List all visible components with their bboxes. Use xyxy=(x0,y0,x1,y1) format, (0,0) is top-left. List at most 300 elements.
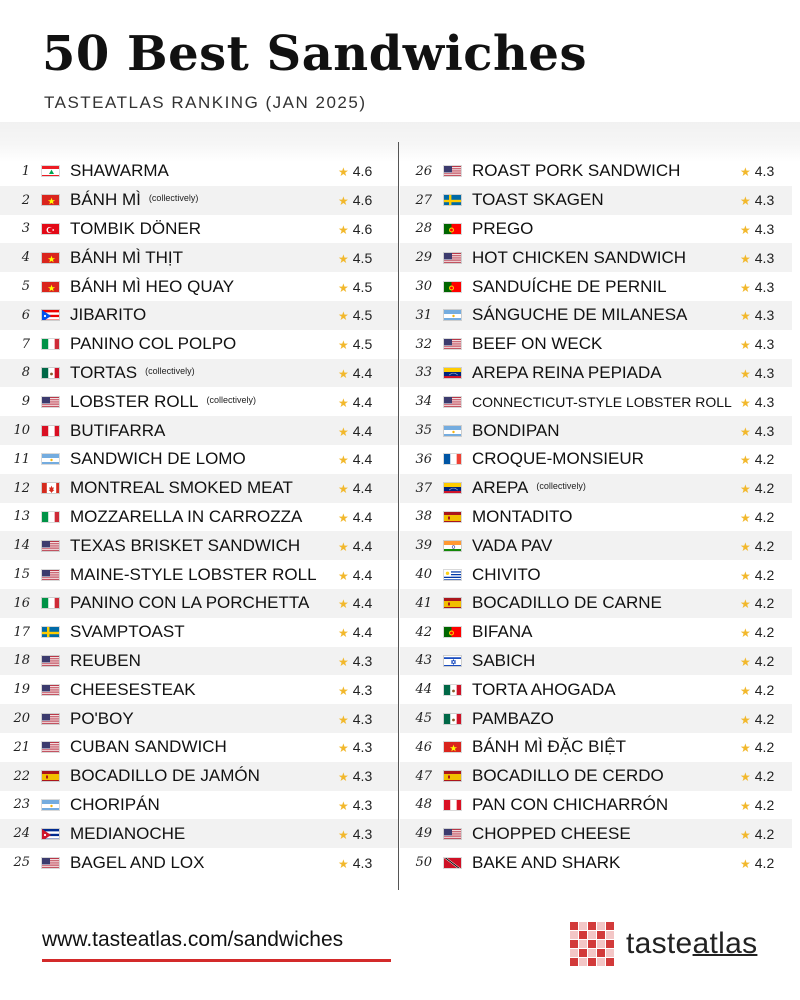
sandwich-name-text: BOCADILLO DE CARNE xyxy=(472,593,662,613)
rating-value: 4.2 xyxy=(754,739,775,756)
rating-value: 4.2 xyxy=(754,854,775,871)
star-icon: ★ xyxy=(338,856,349,871)
star-icon: ★ xyxy=(740,626,751,641)
footer-url-link[interactable]: www.tasteatlas.com/sandwiches xyxy=(42,928,344,951)
rating-value: 4.4 xyxy=(352,508,373,525)
rating-value: 4.2 xyxy=(754,624,775,641)
sandwich-name-text: BÁNH MÌ HEO QUAY xyxy=(70,276,235,296)
spain-flag-icon xyxy=(443,511,462,523)
italy-flag-icon xyxy=(41,511,60,523)
rank-number: 37 xyxy=(415,480,432,496)
ranking-row xyxy=(400,243,792,272)
rating xyxy=(740,279,788,295)
uruguay-flag-icon xyxy=(443,569,462,581)
rank-number: 28 xyxy=(415,221,432,237)
sandwich-name xyxy=(472,824,740,844)
rank-number: 45 xyxy=(415,711,432,727)
star-icon: ★ xyxy=(338,798,349,813)
ranking-row xyxy=(400,704,792,733)
trinidad-and-tobago-flag-icon xyxy=(443,857,462,869)
spain-flag-icon xyxy=(443,597,462,609)
sweden-flag-icon xyxy=(443,194,462,206)
sandwich-name xyxy=(472,478,740,498)
sandwich-name xyxy=(472,709,740,729)
sandwich-name-text: BOCADILLO DE CERDO xyxy=(472,766,664,786)
venezuela-flag-icon xyxy=(443,482,462,494)
star-icon: ★ xyxy=(338,539,349,554)
rating xyxy=(338,394,386,410)
rating-value: 4.2 xyxy=(754,825,775,842)
sandwich-name xyxy=(472,305,740,325)
sandwich-name-text: SANDUÍCHE DE PERNIL xyxy=(472,276,667,296)
star-icon: ★ xyxy=(338,741,349,756)
star-icon: ★ xyxy=(338,366,349,381)
page-title: 50 Best Sandwiches xyxy=(42,26,587,82)
rating xyxy=(338,279,386,295)
ranking-row xyxy=(0,675,398,704)
ranking-row xyxy=(400,445,792,474)
collectively-note: (collectively) xyxy=(148,193,199,204)
rank-number: 16 xyxy=(13,595,30,611)
rank-number: 31 xyxy=(415,307,432,323)
ranking-table xyxy=(0,122,800,900)
usa-flag-icon xyxy=(41,741,60,753)
france-flag-icon xyxy=(443,453,462,465)
rating xyxy=(740,567,788,583)
sandwich-name xyxy=(70,853,338,873)
ranking-row xyxy=(400,330,792,359)
logo-cell xyxy=(597,922,605,930)
sandwich-name-text: JIBARITO xyxy=(70,305,147,325)
collectively-note: (collectively) xyxy=(145,365,195,376)
ranking-row xyxy=(0,704,398,733)
star-icon: ★ xyxy=(338,194,349,209)
rank-number: 13 xyxy=(13,509,30,525)
logo-cell xyxy=(588,949,596,957)
star-icon: ★ xyxy=(338,683,349,698)
rating xyxy=(740,653,788,669)
rank-number: 36 xyxy=(415,451,432,467)
rank-number: 34 xyxy=(415,394,432,410)
sandwich-name-text: CONNECTICUT-STYLE LOBSTER ROLL xyxy=(472,393,732,410)
vietnam-flag-icon xyxy=(443,741,462,753)
rank-number: 14 xyxy=(13,538,30,554)
rank-number: 38 xyxy=(415,509,432,525)
ranking-row xyxy=(0,791,398,820)
rank-number: 10 xyxy=(13,423,30,439)
ranking-row xyxy=(400,272,792,301)
ranking-row xyxy=(400,359,792,388)
star-icon: ★ xyxy=(740,741,751,756)
rank-number: 42 xyxy=(415,624,432,640)
sandwich-name xyxy=(472,334,740,354)
logo-cell xyxy=(606,922,614,930)
sandwich-name-text: REUBEN xyxy=(70,650,141,670)
logo-cell xyxy=(588,922,596,930)
star-icon: ★ xyxy=(740,654,751,669)
sandwich-name xyxy=(70,219,338,239)
ranking-row xyxy=(0,416,398,445)
rank-number: 2 xyxy=(21,192,30,208)
rating xyxy=(338,336,386,352)
sandwich-name xyxy=(70,593,338,613)
rating xyxy=(740,826,788,842)
ranking-row xyxy=(0,560,398,589)
rating-value: 4.3 xyxy=(754,422,775,439)
rank-number: 33 xyxy=(415,365,432,381)
logo-cell xyxy=(606,931,614,939)
star-icon: ★ xyxy=(338,597,349,612)
puerto-rico-flag-icon xyxy=(41,309,60,321)
rating-value: 4.2 xyxy=(754,681,775,698)
rank-number: 26 xyxy=(415,163,432,179)
footer-underline xyxy=(42,959,391,962)
rank-number: 35 xyxy=(415,423,432,439)
sandwich-name xyxy=(70,565,338,585)
sandwich-name-text: AREPA REINA PEPIADA xyxy=(472,362,662,382)
ranking-row xyxy=(400,560,792,589)
sandwich-name xyxy=(70,305,338,325)
star-icon: ★ xyxy=(740,222,751,237)
sandwich-name-text: SÁNGUCHE DE MILANESA xyxy=(472,305,688,325)
rank-number: 41 xyxy=(415,595,432,611)
ranking-row xyxy=(400,186,792,215)
sandwich-name-text: BAKE AND SHARK xyxy=(472,852,621,872)
rank-number: 1 xyxy=(21,163,30,179)
usa-flag-icon xyxy=(443,165,462,177)
rating xyxy=(338,423,386,439)
star-icon: ★ xyxy=(338,309,349,324)
sweden-flag-icon xyxy=(41,626,60,638)
rating-value: 4.4 xyxy=(352,422,373,439)
lebanon-flag-icon xyxy=(41,165,60,177)
rating xyxy=(740,451,788,467)
rating-value: 4.2 xyxy=(754,710,775,727)
rank-number: 9 xyxy=(21,394,30,410)
sandwich-name-text: MONTADITO xyxy=(472,506,573,526)
ranking-row xyxy=(0,359,398,388)
rating-value: 4.4 xyxy=(352,393,373,410)
rating-value: 4.2 xyxy=(754,796,775,813)
rank-number: 6 xyxy=(21,307,30,323)
ranking-row xyxy=(400,762,792,791)
portugal-flag-icon xyxy=(443,281,462,293)
sandwich-name xyxy=(472,536,740,556)
rating xyxy=(740,739,788,755)
usa-flag-icon xyxy=(41,396,60,408)
rank-number: 12 xyxy=(13,480,30,496)
logo-cell xyxy=(579,949,587,957)
sandwich-name-text: SVAMPTOAST xyxy=(70,622,185,642)
logo-word-atlas: atlas xyxy=(692,927,758,960)
sandwich-name-text: MOZZARELLA IN CARROZZA xyxy=(70,506,303,526)
usa-flag-icon xyxy=(443,252,462,264)
sandwich-name-text: PANINO COL POLPO xyxy=(70,334,237,354)
star-icon: ★ xyxy=(740,510,751,525)
rank-number: 46 xyxy=(415,739,432,755)
sandwich-name-text: TOMBIK DÖNER xyxy=(70,218,201,238)
usa-flag-icon xyxy=(41,540,60,552)
star-icon: ★ xyxy=(338,712,349,727)
ranking-row xyxy=(400,301,792,330)
star-icon: ★ xyxy=(740,798,751,813)
star-icon: ★ xyxy=(740,338,751,353)
ranking-row xyxy=(400,848,792,877)
rating-value: 4.4 xyxy=(352,624,373,641)
rank-number: 24 xyxy=(13,826,30,842)
ranking-row xyxy=(400,531,792,560)
rating-value: 4.2 xyxy=(754,451,775,468)
rating xyxy=(338,192,386,208)
sandwich-name-text: SHAWARMA xyxy=(70,161,169,181)
star-icon: ★ xyxy=(740,856,751,871)
argentina-flag-icon xyxy=(443,309,462,321)
sandwich-name xyxy=(70,709,338,729)
rating xyxy=(740,711,788,727)
rating xyxy=(740,250,788,266)
peru-flag-icon xyxy=(443,799,462,811)
usa-flag-icon xyxy=(443,396,462,408)
venezuela-flag-icon xyxy=(443,367,462,379)
rating-value: 4.3 xyxy=(352,652,373,669)
logo-grid-icon xyxy=(570,922,614,966)
rating xyxy=(338,768,386,784)
logo-cell xyxy=(570,940,578,948)
rating-value: 4.3 xyxy=(754,163,775,180)
usa-flag-icon xyxy=(41,569,60,581)
sandwich-name xyxy=(70,363,338,383)
rating xyxy=(740,336,788,352)
logo-cell xyxy=(606,940,614,948)
ranking-row xyxy=(400,387,792,416)
usa-flag-icon xyxy=(41,684,60,696)
ranking-row xyxy=(0,301,398,330)
rank-number: 3 xyxy=(21,221,30,237)
rating xyxy=(740,768,788,784)
logo-cell xyxy=(588,958,596,966)
sandwich-name-text: BÁNH MÌ xyxy=(70,190,141,210)
ranking-row xyxy=(400,733,792,762)
rating xyxy=(338,567,386,583)
rank-number: 23 xyxy=(13,797,30,813)
ranking-row xyxy=(400,618,792,647)
rating-value: 4.3 xyxy=(754,364,775,381)
star-icon: ★ xyxy=(740,165,751,180)
rating xyxy=(740,423,788,439)
vietnam-flag-icon xyxy=(41,281,60,293)
ranking-row xyxy=(400,675,792,704)
ranking-row xyxy=(0,589,398,618)
star-icon: ★ xyxy=(740,453,751,468)
sandwich-name xyxy=(472,363,740,383)
sandwich-name-text: SABICH xyxy=(472,650,536,670)
rank-number: 32 xyxy=(415,336,432,352)
ranking-row xyxy=(400,474,792,503)
sandwich-name xyxy=(472,853,740,873)
sandwich-name-text: LOBSTER ROLL xyxy=(70,391,199,411)
star-icon: ★ xyxy=(338,770,349,785)
ranking-column-left xyxy=(0,157,398,877)
sandwich-name xyxy=(70,334,338,354)
rank-number: 8 xyxy=(21,365,30,381)
tasteatlas-logo xyxy=(570,922,757,966)
sandwich-name xyxy=(70,795,338,815)
sandwich-name-text: BONDIPAN xyxy=(472,420,560,440)
sandwich-name xyxy=(472,622,740,642)
rank-number: 25 xyxy=(13,855,30,871)
rating-value: 4.2 xyxy=(754,508,775,525)
ranking-row xyxy=(400,589,792,618)
sandwich-name xyxy=(472,219,740,239)
logo-cell xyxy=(579,958,587,966)
rating xyxy=(338,682,386,698)
ranking-row xyxy=(0,503,398,532)
rating-value: 4.6 xyxy=(352,192,373,209)
rating xyxy=(740,163,788,179)
mexico-flag-icon xyxy=(443,684,462,696)
rank-number: 27 xyxy=(415,192,432,208)
logo-cell xyxy=(597,931,605,939)
sandwich-name xyxy=(70,737,338,757)
rating xyxy=(740,192,788,208)
star-icon: ★ xyxy=(740,683,751,698)
rating xyxy=(740,509,788,525)
rank-number: 47 xyxy=(415,768,432,784)
rating-value: 4.2 xyxy=(754,768,775,785)
rating-value: 4.2 xyxy=(754,537,775,554)
rating xyxy=(338,509,386,525)
ranking-row xyxy=(0,733,398,762)
ranking-row xyxy=(0,387,398,416)
italy-flag-icon xyxy=(41,338,60,350)
sandwich-name xyxy=(472,394,740,410)
sandwich-name xyxy=(70,449,338,469)
sandwich-name xyxy=(472,651,740,671)
sandwich-name xyxy=(472,593,740,613)
rating xyxy=(338,739,386,755)
ranking-row xyxy=(0,330,398,359)
ranking-column-right xyxy=(400,157,792,877)
peru-flag-icon xyxy=(41,425,60,437)
star-icon: ★ xyxy=(338,165,349,180)
logo-cell xyxy=(606,949,614,957)
sandwich-name-text: BÁNH MÌ THỊT xyxy=(70,247,184,267)
rating xyxy=(338,163,386,179)
star-icon: ★ xyxy=(740,482,751,497)
sandwich-name xyxy=(70,277,338,297)
rating-value: 4.3 xyxy=(754,192,775,209)
ranking-row xyxy=(400,215,792,244)
rating xyxy=(740,538,788,554)
sandwich-name xyxy=(70,651,338,671)
ranking-row xyxy=(0,762,398,791)
sandwich-name-text: CHEESESTEAK xyxy=(70,679,196,699)
sandwich-name xyxy=(70,536,338,556)
rating-value: 4.3 xyxy=(352,768,373,785)
star-icon: ★ xyxy=(740,194,751,209)
rating xyxy=(338,451,386,467)
star-icon: ★ xyxy=(338,654,349,669)
portugal-flag-icon xyxy=(443,223,462,235)
rank-number: 48 xyxy=(415,797,432,813)
sandwich-name-text: SANDWICH DE LOMO xyxy=(70,449,246,469)
rank-number: 17 xyxy=(13,624,30,640)
india-flag-icon xyxy=(443,540,462,552)
sandwich-name xyxy=(472,795,740,815)
rating-value: 4.3 xyxy=(352,825,373,842)
star-icon: ★ xyxy=(740,539,751,554)
sandwich-name-text: TOAST SKAGEN xyxy=(472,190,604,210)
sandwich-name xyxy=(70,824,338,844)
sandwich-name xyxy=(70,190,338,210)
rating-value: 4.4 xyxy=(352,364,373,381)
logo-cell xyxy=(588,940,596,948)
star-icon: ★ xyxy=(338,510,349,525)
sandwich-name-text: PO'BOY xyxy=(70,708,134,728)
rating-value: 4.4 xyxy=(352,566,373,583)
ranking-row xyxy=(0,186,398,215)
rank-number: 30 xyxy=(415,279,432,295)
logo-cell xyxy=(570,949,578,957)
sandwich-name-text: TEXAS BRISKET SANDWICH xyxy=(70,535,301,555)
rating-value: 4.4 xyxy=(352,451,373,468)
star-icon: ★ xyxy=(338,827,349,842)
sandwich-name xyxy=(472,190,740,210)
usa-flag-icon xyxy=(41,713,60,725)
logo-cell xyxy=(579,940,587,948)
sandwich-name xyxy=(70,622,338,642)
ranking-row xyxy=(0,531,398,560)
rating-value: 4.6 xyxy=(352,163,373,180)
rank-number: 11 xyxy=(13,451,30,467)
rating-value: 4.5 xyxy=(352,249,373,266)
star-icon: ★ xyxy=(740,712,751,727)
usa-flag-icon xyxy=(443,828,462,840)
star-icon: ★ xyxy=(338,395,349,410)
rating xyxy=(338,480,386,496)
logo-cell xyxy=(597,958,605,966)
rating-value: 4.3 xyxy=(352,710,373,727)
sandwich-name xyxy=(472,680,740,700)
rating-value: 4.3 xyxy=(754,220,775,237)
sandwich-name-text: BAGEL AND LOX xyxy=(70,852,205,872)
rank-number: 22 xyxy=(13,768,30,784)
mexico-flag-icon xyxy=(443,713,462,725)
rating-value: 4.3 xyxy=(754,278,775,295)
sandwich-name xyxy=(70,680,338,700)
rank-number: 7 xyxy=(21,336,30,352)
ranking-row xyxy=(0,272,398,301)
sandwich-name-text: AREPA xyxy=(472,478,529,498)
rating-value: 4.3 xyxy=(352,681,373,698)
collectively-note: (collectively) xyxy=(206,394,257,405)
sandwich-name xyxy=(70,392,338,412)
sandwich-name-text: MEDIANOCHE xyxy=(70,823,186,843)
star-icon: ★ xyxy=(338,482,349,497)
rating xyxy=(740,365,788,381)
rating-value: 4.3 xyxy=(754,249,775,266)
star-icon: ★ xyxy=(740,395,751,410)
sandwich-name-text: VADA PAV xyxy=(472,535,553,555)
star-icon: ★ xyxy=(338,568,349,583)
sandwich-name xyxy=(472,277,740,297)
rank-number: 19 xyxy=(13,682,30,698)
rating-value: 4.3 xyxy=(754,393,775,410)
ranking-row xyxy=(400,647,792,676)
sandwich-name-text: PAN CON CHICHARRÓN xyxy=(472,794,669,814)
logo-cell xyxy=(570,922,578,930)
sandwich-name xyxy=(472,565,740,585)
